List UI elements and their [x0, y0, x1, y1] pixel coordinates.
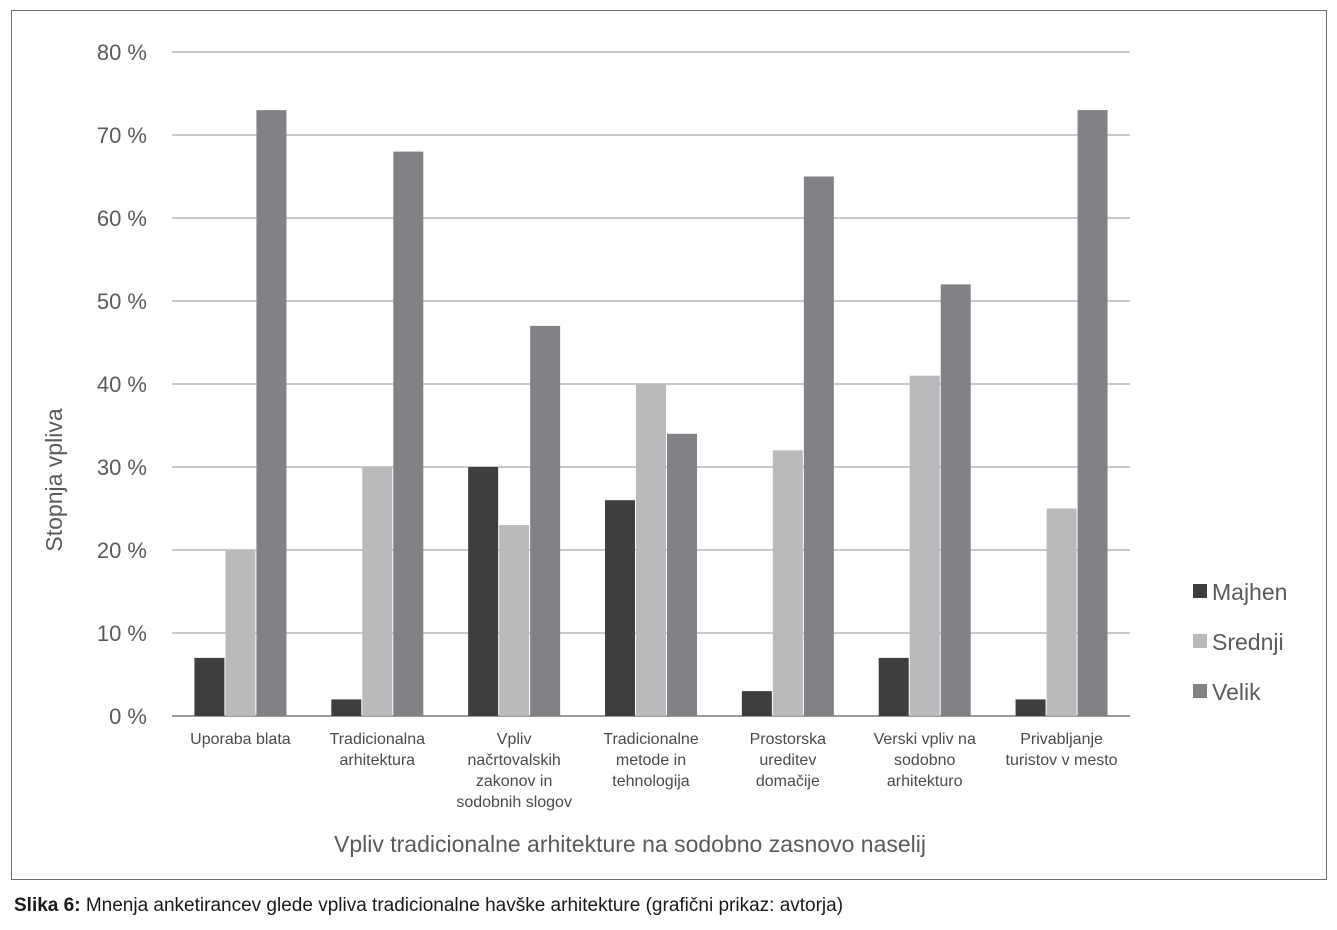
figure-caption [14, 895, 843, 917]
x-tick-label: Prostorska ureditev domačije [749, 731, 827, 790]
y-tick-label: 10 % [96, 621, 147, 646]
bar-srednji [362, 467, 392, 716]
bar-velik [941, 284, 971, 716]
x-tick-label: Tradicionalne metode in tehnologija [603, 731, 699, 790]
bar-velik [393, 152, 423, 716]
caption-text: Mnenja anketirancev glede vpliva tradicionalne havške arhitekture (grafični prikaz: avtorja) [80, 895, 844, 916]
bar-majhen [605, 500, 635, 716]
bar-majhen [468, 467, 498, 716]
bar-velik [256, 110, 286, 716]
y-axis-title: Stopnja vpliva [41, 408, 67, 552]
bar-srednji [910, 376, 940, 716]
bar-velik [530, 326, 560, 716]
legend-swatch-velik [1193, 684, 1207, 698]
bar-velik [667, 434, 697, 716]
x-axis-title: Vpliv tradicionalne arhitekture na sodobno zasnovo naselij [334, 831, 926, 857]
y-tick-label: 60 % [96, 206, 147, 231]
bar-majhen [331, 699, 361, 716]
bar-srednji [636, 384, 666, 716]
y-tick-label: 50 % [96, 289, 147, 314]
category-labels [190, 731, 1118, 811]
legend [1193, 579, 1287, 705]
bar-srednji [225, 550, 255, 716]
legend-label-velik: Velik [1212, 679, 1261, 705]
bar-majhen [194, 658, 224, 716]
bar-srednji [773, 450, 803, 716]
bar-majhen [1016, 699, 1046, 716]
legend-label-majhen: Majhen [1212, 579, 1288, 605]
y-tick-labels [97, 40, 147, 729]
bar-srednji [499, 525, 529, 716]
y-tick-label: 40 % [96, 372, 147, 397]
y-tick-label: 70 % [96, 123, 147, 148]
bar-majhen [879, 658, 909, 716]
caption-label: Slika 6: [14, 895, 81, 916]
x-tick-label: Privabljanje turistov v mesto [1005, 731, 1118, 769]
x-tick-label: Tradicionalna arhitektura [329, 731, 426, 769]
y-tick-label: 0 % [109, 704, 147, 729]
legend-swatch-majhen [1193, 584, 1207, 598]
bar-velik [1078, 110, 1108, 716]
bar-srednji [1047, 509, 1077, 717]
bar-majhen [742, 691, 772, 716]
x-tick-label: Vpliv načrtovalskih zakonov in sodobnih slogov [456, 731, 572, 811]
legend-label-srednji: Srednji [1212, 629, 1284, 655]
y-tick-label: 30 % [96, 455, 147, 480]
legend-swatch-srednji [1193, 634, 1207, 648]
x-tick-label: Uporaba blata [190, 731, 291, 748]
bar-velik [804, 177, 834, 717]
y-tick-label: 80 % [96, 40, 147, 65]
x-tick-label: Verski vpliv na sodobno arhitekturo [873, 731, 976, 790]
bars [194, 110, 1107, 716]
y-tick-label: 20 % [96, 538, 147, 563]
